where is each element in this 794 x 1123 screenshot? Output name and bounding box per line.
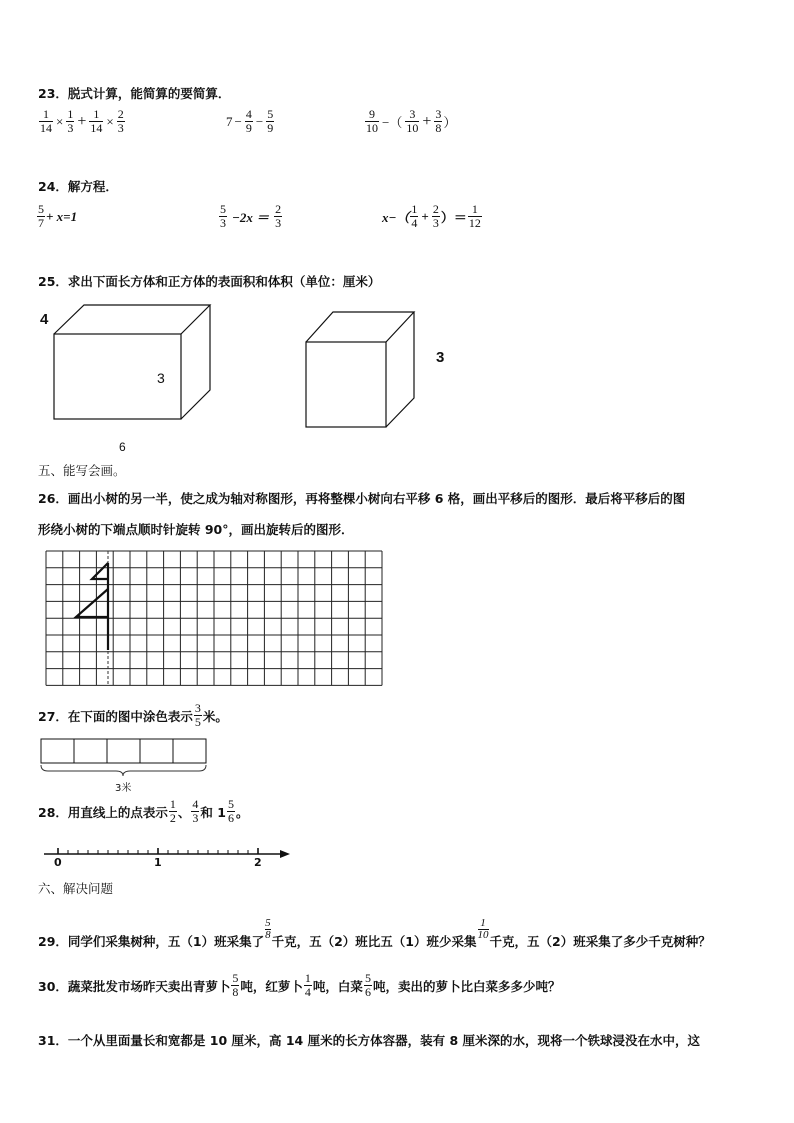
q26-grid [44,549,384,687]
q24-equation-1: $\frac{5}{7}$ + x=1 [38,202,78,230]
q31-problem: 31．一个从里面量长和宽都是 10 厘米，高 14 厘米的长方体容器，装有 8 厘米深的水，现将一个铁球浸没在水中，这 [38,1033,700,1048]
fraction: $\frac{5}{6}$ [364,971,371,999]
fraction: $\frac{5}{3}$ [220,202,226,230]
section-6-heading: 六、解决问题 [38,881,114,896]
q26-line-1: 26．画出小树的另一半，使之成为轴对称图形，再将整棵小树向右平移 6 格，画出平移后的图形．最后将平移后的图 [38,491,686,506]
fraction: $\frac{1}{4}$ [304,971,311,999]
cuboid-figure [40,300,240,430]
number-line-label-1: 1 [154,856,162,869]
number-line-label-0: 0 [54,856,62,869]
q24-title: 24．解方程． [38,179,118,194]
fraction: $\frac{1}{2}$ [169,797,176,825]
fraction: $\frac{3}{5}$ [194,701,201,729]
cuboid-top-face [54,305,210,334]
number-line-label-2: 2 [254,856,262,869]
fraction: $\frac{9}{10}$ [366,107,378,135]
q23-expression-2: 7 − $\frac{4}{9}$ − $\frac{5}{9}$ [226,107,274,135]
q25-title: 25．求出下面长方体和正方体的表面积和体积（单位：厘米） [38,274,381,289]
cuboid-depth-label: 3 [157,370,165,386]
fraction: $\frac{3}{10}$ [406,107,419,135]
q23-title: 23．脱式计算，能简算的要简算． [38,86,231,101]
fraction: $\frac{1}{3}$ [67,107,74,135]
q24-equation-2: $\frac{5}{3}$ −2x ＝ $\frac{2}{3}$ [220,202,282,230]
q24-equation-3: x−（ $\frac{1}{4}$ + $\frac{2}{3}$ ）＝ $\frac{1}{12}$ [382,202,481,230]
brace-label: 3米 [115,783,132,794]
bar-segment[interactable] [140,739,173,763]
fraction: $\frac{3}{8}$ [435,107,442,135]
cube-front-face [306,342,386,427]
q30-problem: 30．蔬菜批发市场昨天卖出青萝卜 $\frac{5}{8}$ 吨，红萝卜 $\frac{1}{4}$ 吨，白菜 $\frac{5}{6}$ 吨，卖出的萝卜比白菜多多少吨？ [38,971,561,999]
cube-edge-label: 3 [436,349,445,366]
fraction: $\frac{5}{7}$ [38,202,44,230]
fraction: $\frac{1}{14}$ [40,107,52,135]
q29-problem: 29．同学们采集树种，五（1）班采集了 5 8 千克，五（2）班比五（1）班少采集 1 10 千克，五（2）班采集了多少千克树种？ [38,917,711,949]
number-line-arrow [280,850,290,858]
q23-expression-1: $\frac{1}{14}$ × $\frac{1}{3}$ + $\frac{1}{14}$ × $\frac{2}{3}$ [40,107,124,135]
fraction: $\frac{1}{4}$ [411,202,418,230]
fraction: $\frac{2}{3}$ [275,202,282,230]
q26-line-2: 形绕小树的下端点顺时针旋转 90°，画出旋转后的图形． [38,522,354,537]
fraction: $\frac{4}{3}$ [192,797,199,825]
q27-prompt: 27．在下面的图中涂色表示 $\frac{3}{5}$ 米。 [38,701,228,729]
cuboid-length-label: 6 [119,440,126,454]
cube-side-face [386,312,414,427]
bar-segment[interactable] [173,739,206,763]
cuboid-height-label: 4 [40,311,49,328]
fraction: $\frac{1}{14}$ [90,107,103,135]
half-tree-shape [76,563,108,650]
q28-prompt: 28．用直线上的点表示 $\frac{1}{2}$ 、 $\frac{4}{3}$ 和 1 $\frac{5}{6}$ 。 [38,797,249,825]
fraction: $\frac{1}{12}$ [468,202,481,230]
fraction: $\frac{5}{6}$ [227,797,234,825]
fraction: 1 10 [477,917,489,941]
fraction: $\frac{2}{3}$ [432,202,439,230]
cube-top-face [306,312,414,342]
bar-segment[interactable] [107,739,140,763]
section-5-heading: 五、能写会画。 [38,463,126,478]
bar-segment[interactable] [41,739,74,763]
bar-segment[interactable] [74,739,107,763]
fraction: $\frac{2}{3}$ [117,107,124,135]
fraction: 5 8 [265,917,271,941]
q23-expression-3: $\frac{9}{10}$ −（ $\frac{3}{10}$ + $\frac{3}{8}$ ） [366,107,457,135]
cuboid-side-face [181,305,210,419]
fraction: $\frac{5}{9}$ [267,107,274,135]
brace [41,765,206,776]
fraction: $\frac{5}{8}$ [232,971,239,999]
cube-figure [300,306,420,432]
fraction: $\frac{4}{9}$ [245,107,252,135]
